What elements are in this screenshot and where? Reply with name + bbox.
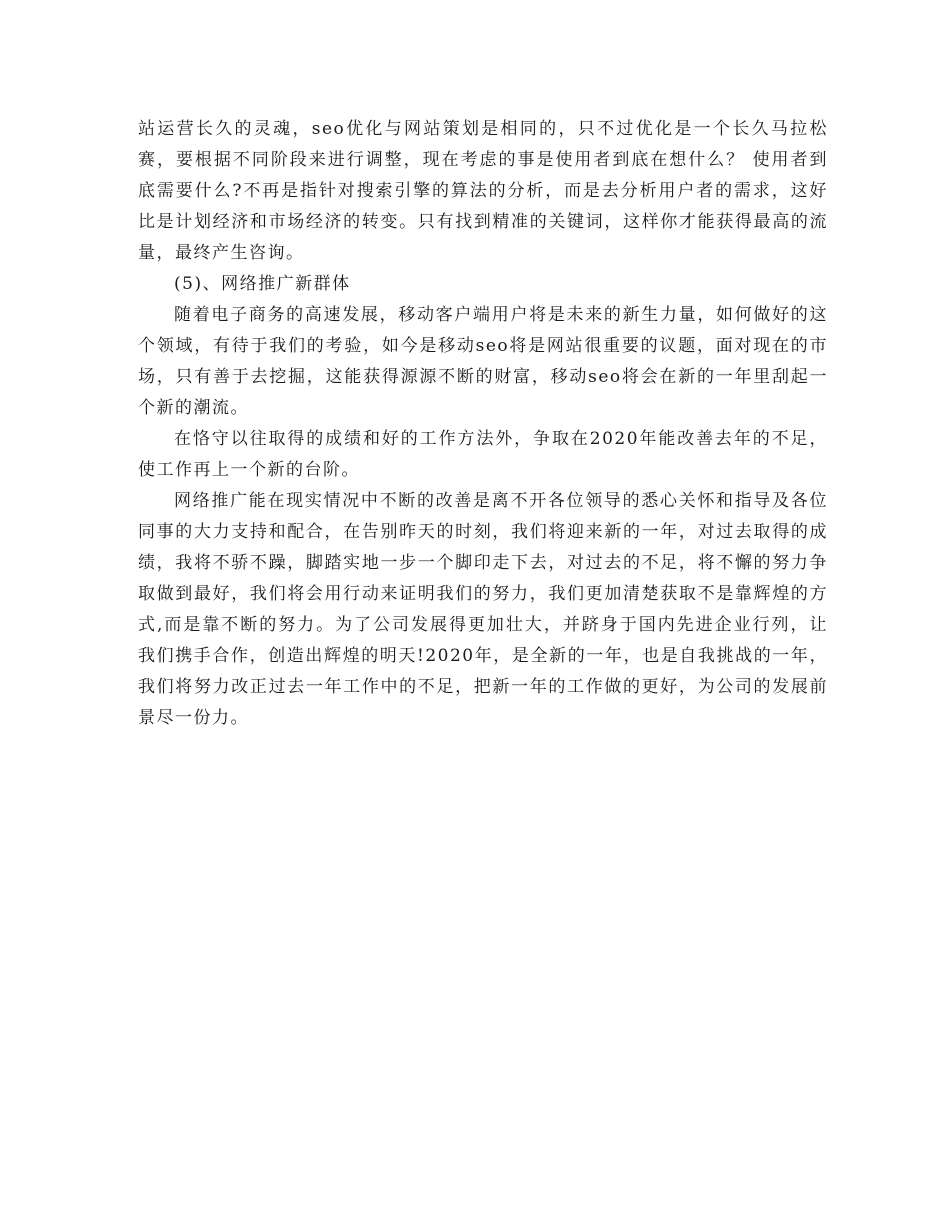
paragraph-continuation: 站运营长久的灵魂，seo优化与网站策划是相同的，只不过优化是一个长久马拉松赛，要根据不同阶段来进行调整，现在考虑的事是使用者到底在想什么？ 使用者到底需要什么?不再是指针对搜索引擎的算法的分析，而是去分析用户者的需求，这好比是计划经济和市场经济的转变。只有找到精准的关键词，这样你才能获得最高的流量，最终产生咨询。 [138, 119, 828, 263]
paragraph-mobile-seo: 随着电子商务的高速发展，移动客户端用户将是未来的新生力量，如何做好的这个领域，有待于我们的考验，如今是移动seo将是网站很重要的议题，面对现在的市场，只有善于去挖掘，这能获得源源不断的财富，移动seo将会在新的一年里刮起一个新的潮流。 [138, 305, 828, 418]
paragraph-goals-2020: 在恪守以往取得的成绩和好的工作方法外，争取在2020年能改善去年的不足，使工作再上一个新的台阶。 [138, 429, 828, 480]
section-heading-network-promotion-new-group: (5)、网络推广新群体 [174, 274, 351, 294]
document-body [138, 114, 828, 734]
paragraph-closing: 网络推广能在现实情况中不断的改善是离不开各位领导的悉心关怀和指导及各位同事的大力支持和配合，在告别昨天的时刻，我们将迎来新的一年，对过去取得的成绩，我将不骄不躁，脚踏实地一步一个脚印走下去，对过去的不足，将不懈的努力争取做到最好，我们将会用行动来证明我们的努力，我们更加清楚获取不是靠辉煌的方式,而是靠不断的努力。为了公司发展得更加壮大，并跻身于国内先进企业行列，让我们携手合作，创造出辉煌的明天!2020年，是全新的一年，也是自我挑战的一年，我们将努力改正过去一年工作中的不足，把新一年的工作做的更好，为公司的发展前景尽一份力。 [138, 491, 828, 728]
